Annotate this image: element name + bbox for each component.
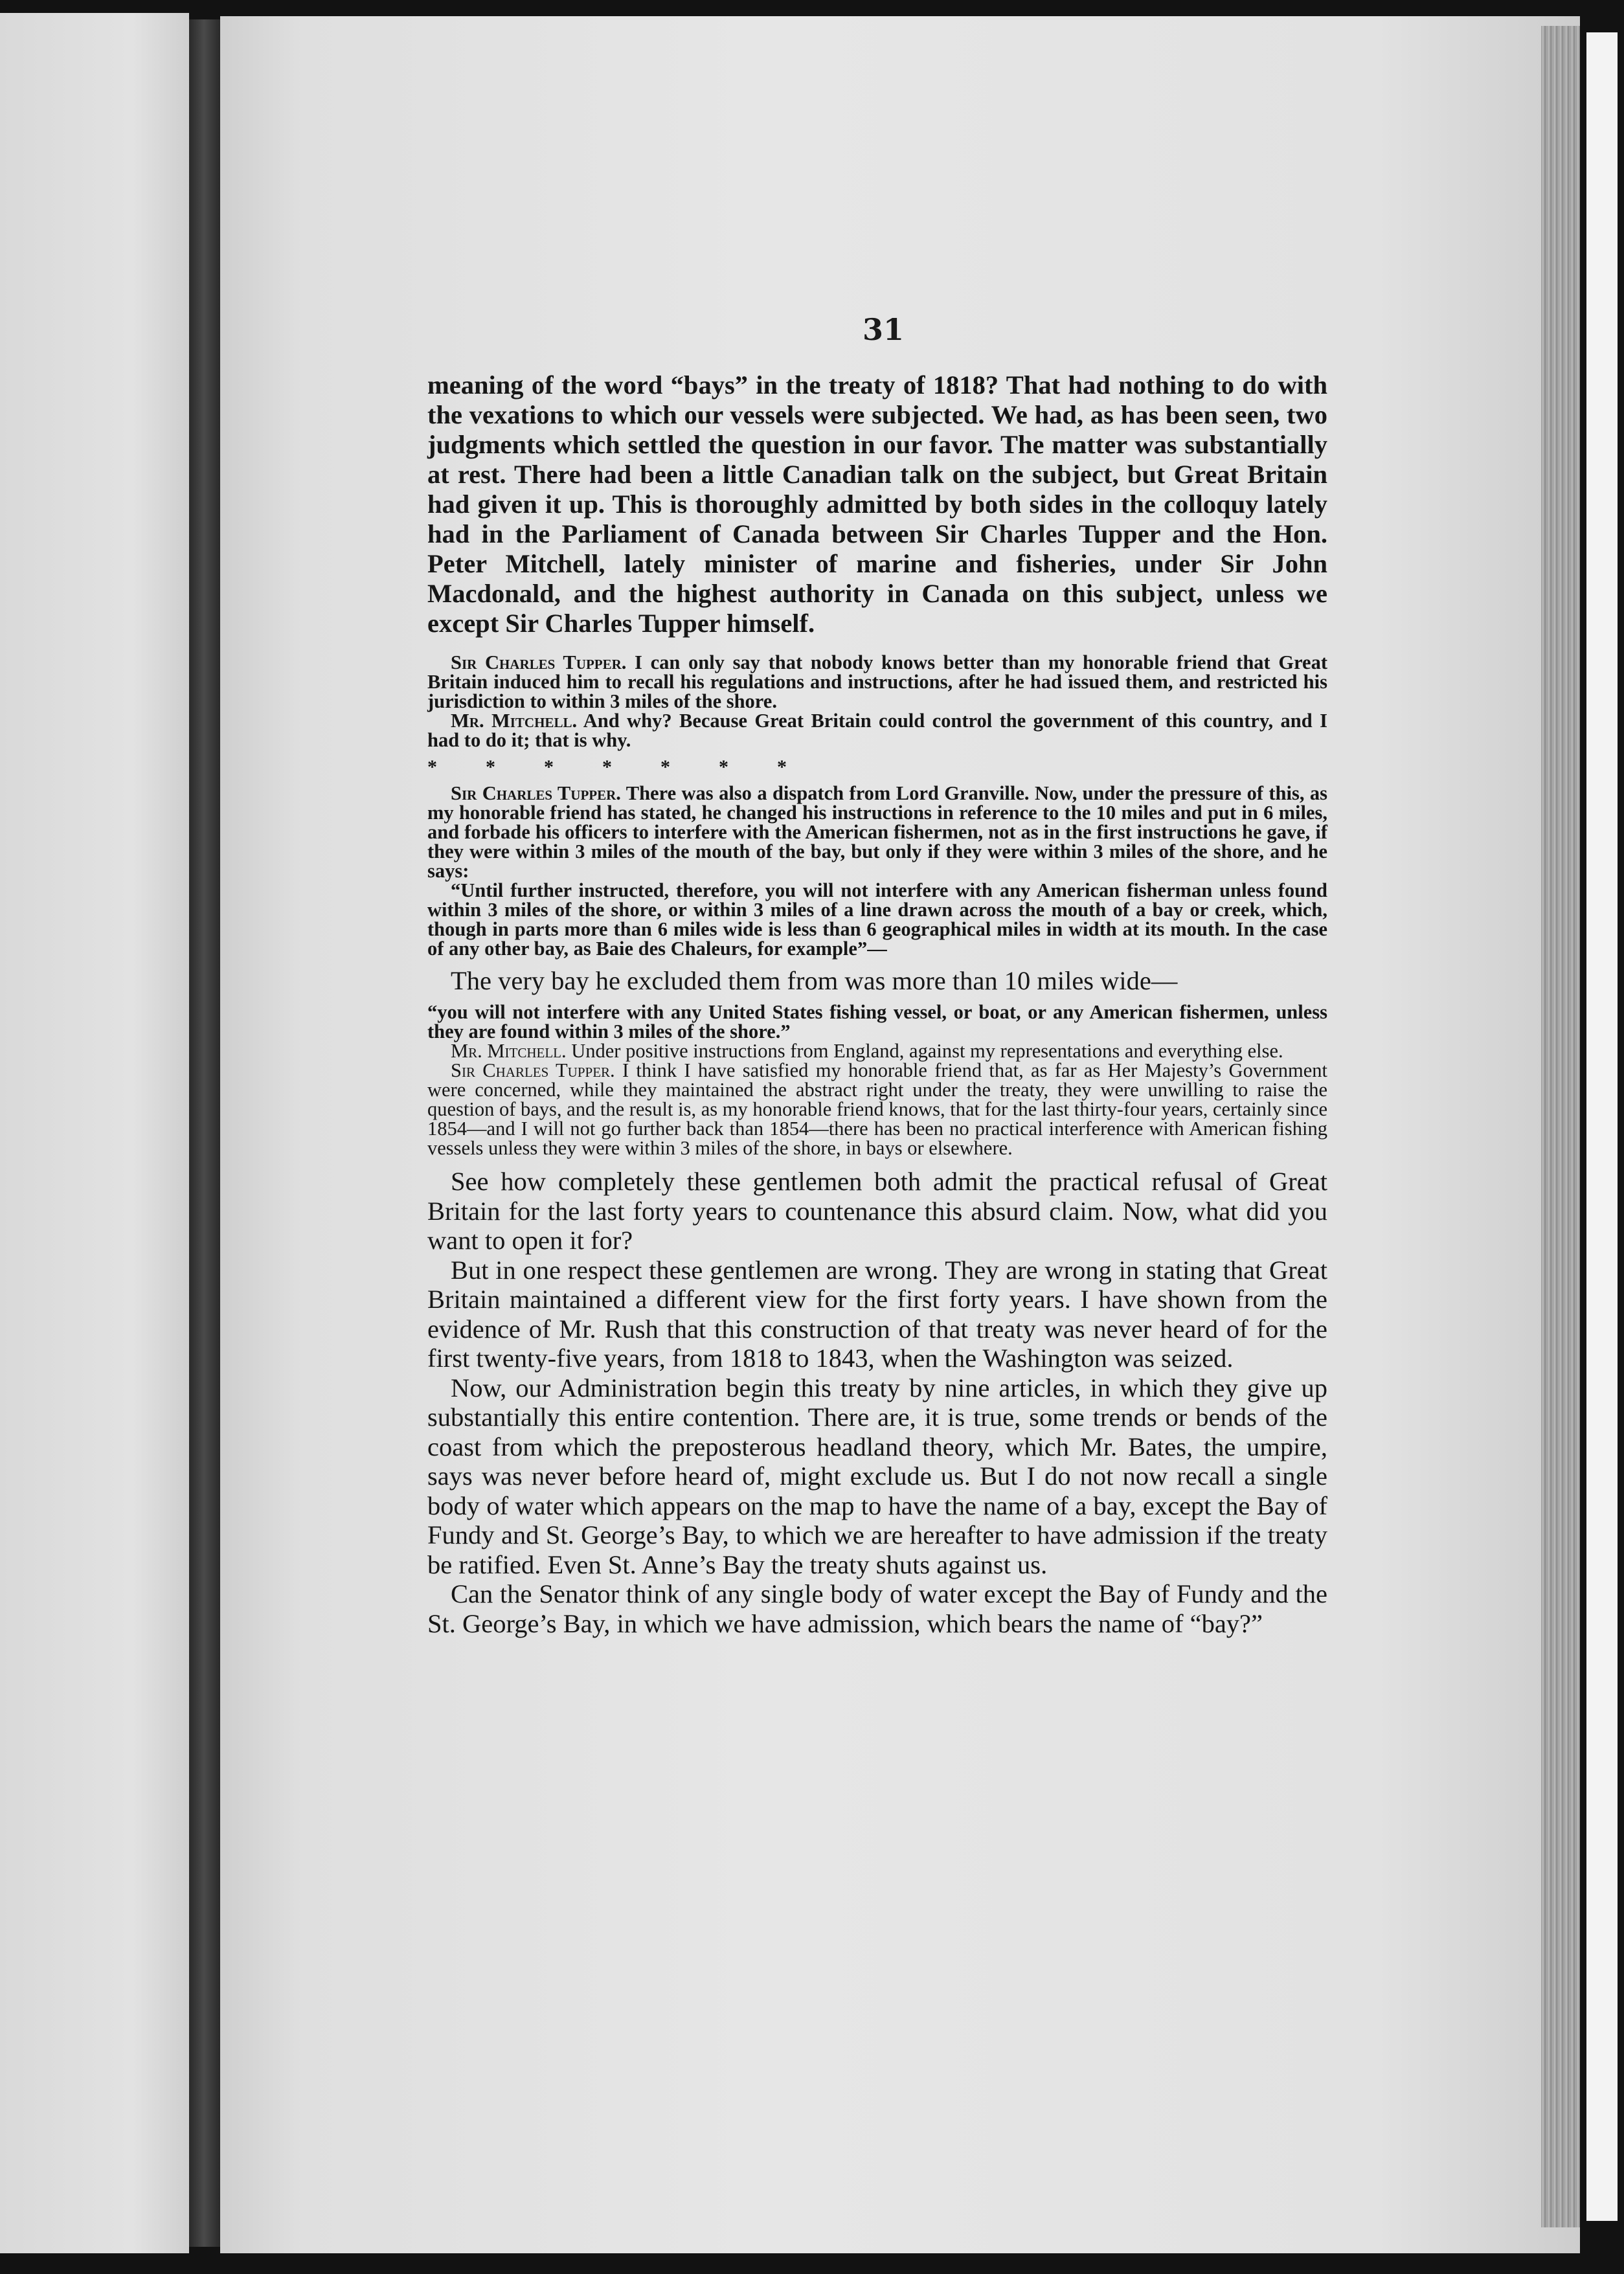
- scan-edge-strip: [1586, 32, 1618, 2221]
- quote-tupper-2: [427, 783, 1327, 881]
- quote-text: There was also a dispatch from Lord Granville. Now, under the pressure of this, as my honorable friend has stated, he changed his instructions in reference to the 10 miles and put in 6 miles, and forbade his officers to interfere with the American fishermen, not as in the first instructions he gave, if they were within 3 miles of the mouth of the bay, but only if they were within 3 miles of the shore, and he says:: [427, 782, 1327, 882]
- paragraph-bays-treaty: meaning of the word “bays” in the treaty of 1818? That had nothing to do with the vexations to which our vessels were subjected. We had, as has been seen, two judgments which settled the question in our favor. The matter was substantially at rest. There had been a little Canadian talk on the subject, but Great Britain had given it up. This is thoroughly admitted by both sides in the colloquy lately had in the Parliament of Canada between Sir Charles Tupper and the Hon. Peter Mitchell, lately minister of marine and fisheries, under Sir John Macdonald, and the highest authority in Canada on this subject, unless we except Sir Charles Tupper himself.: [427, 370, 1327, 638]
- quote-mitchell-1: [427, 711, 1327, 750]
- quote-fishing-vessel: “you will not interfere with any United States fishing vessel, or boat, or any American fishermen, unless they are found within 3 miles of the shore.”: [427, 1001, 1327, 1042]
- paragraph-gentlemen-wrong: But in one respect these gentlemen are wrong. They are wrong in stating that Great Britain maintained a different view for the first forty years. I have shown from the evidence of Mr. Rush that this construction of that treaty was never heard of for the first twenty-five years, from 1818 to 1843, when the Washington was seized.: [427, 1255, 1327, 1373]
- quote-mitchell-2: [427, 1041, 1327, 1061]
- quote-text: I think I have satisfied my honorable friend that, as far as Her Majesty’s Government were concerned, while they maintained the abstract right under the treaty, they were unwilling to raise the question of bays, and the result is, as my honorable friend knows, that for the last thirty-four years, certainly since 1854—and I will not go further back than 1854—there has been no practical interference with American fishing vessels unless they were within 3 miles of the shore, in bays or elsewhere.: [427, 1059, 1327, 1159]
- left-page-blank: [0, 13, 189, 2253]
- page-edges: [1541, 26, 1580, 2227]
- page-number: 31: [863, 312, 905, 347]
- speaker-name: Mr. Mitchell.: [451, 710, 578, 732]
- paragraph-practical-refusal: See how completely these gentlemen both admit the practical refusal of Great Britain for the last forty years to countenance this absurd claim. Now, what did you want to open it for?: [427, 1167, 1327, 1255]
- paragraph-senator-question: Can the Senator think of any single body of water except the Bay of Fundy and the St. George’s Bay, in which we have admission, which bears the name of “bay?”: [427, 1579, 1327, 1638]
- speaker-name: Sir Charles Tupper.: [451, 651, 627, 673]
- spacer: [427, 638, 1327, 653]
- quote-tupper-3: [427, 1061, 1327, 1158]
- page-body: [427, 370, 1327, 1638]
- section-break-stars: * * * * * * *: [427, 756, 787, 778]
- quote-tupper-1: [427, 653, 1327, 711]
- quote-granville-instructions: “Until further instructed, therefore, you will not interfere with any American fisherman unless found within 3 miles of the shore, or within 3 miles of a line drawn across the mouth of a bay or creek, which, though in parts more than 6 miles wide is less than 6 geographical miles in width at its mouth. In the case of any other bay, as Baie des Chaleurs, for example”—: [427, 879, 1327, 960]
- quote-text: Under positive instructions from England, against my representations and everything else.: [566, 1040, 1283, 1062]
- speaker-name: Mr. Mitchell.: [451, 1040, 567, 1062]
- spacer: [427, 1158, 1327, 1167]
- interlude-ten-miles: The very bay he excluded them from was more than 10 miles wide—: [451, 966, 1178, 995]
- speaker-name: Sir Charles Tupper.: [451, 782, 621, 804]
- quote-text: And why? Because Great Britain could control the government of this country, and I had to do it; that is why.: [427, 710, 1327, 751]
- quote-text: I can only say that nobody knows better than my honorable friend that Great Britain induced him to recall his regulations and instructions, after he had issued them, and restricted his jurisdiction to within 3 miles of the shore.: [427, 651, 1327, 712]
- paragraph-administration: Now, our Administration begin this treaty by nine articles, in which they give up substantially this entire contention. There are, it is true, some trends or bends of the coast from which the preposterous headland theory, which Mr. Bates, the umpire, says was never before heard of, might exclude us. But I do not now recall a single body of water which appears on the map to have the name of a bay, except the Bay of Fundy and St. George’s Bay, to which we are hereafter to have admission if the treaty be ratified. Even St. Anne’s Bay the treaty shuts against us.: [427, 1373, 1327, 1579]
- speaker-name: Sir Charles Tupper.: [451, 1059, 615, 1081]
